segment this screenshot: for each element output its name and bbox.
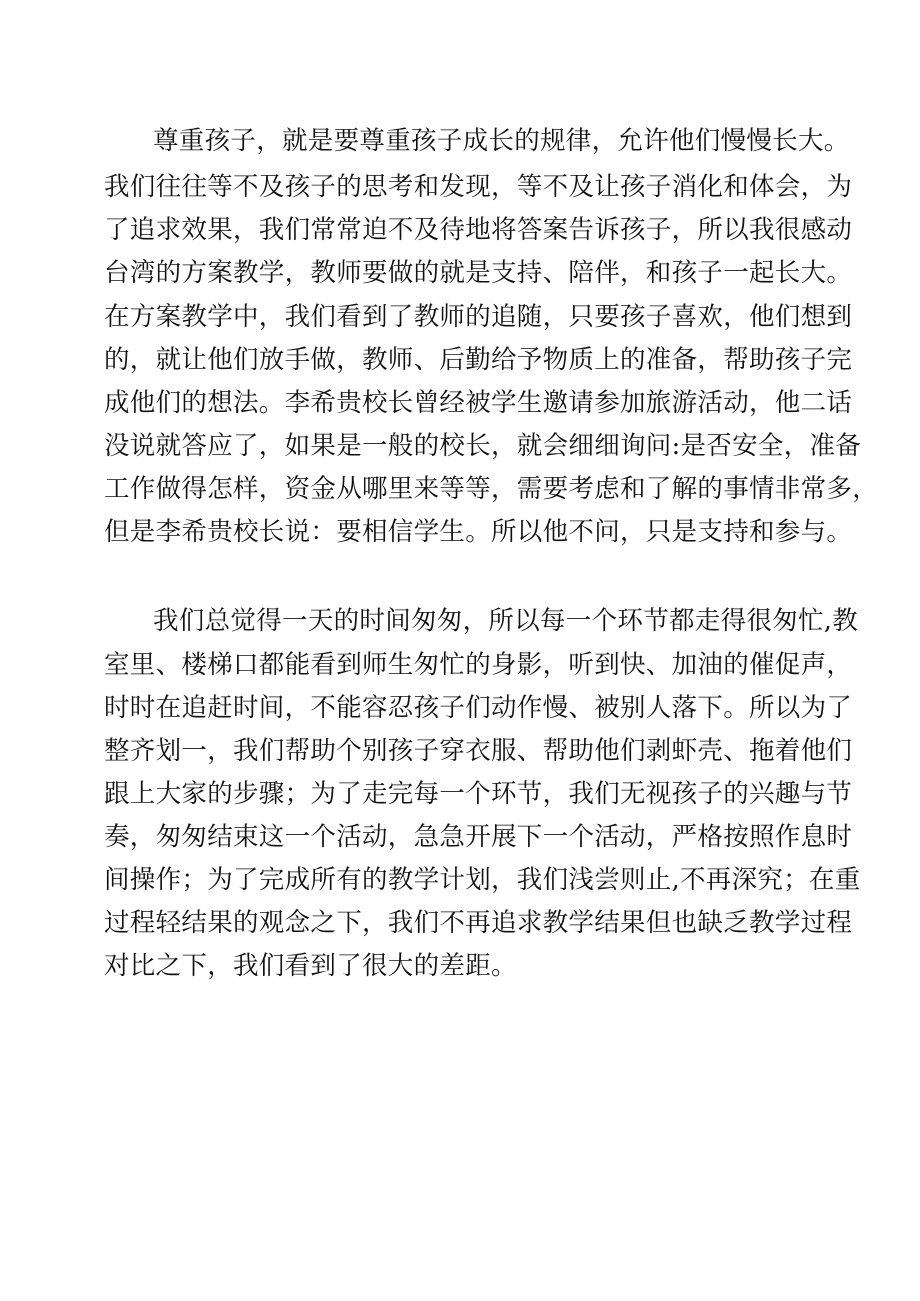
text-line: 我们总觉得一天的时间匆匆，所以每一个环节都走得很匆忙,教 (153, 606, 859, 636)
text-line: 了追求效果，我们常常迫不及待地将答案告诉孩子，所以我很感动 (104, 215, 853, 245)
text-line: 跟上大家的步骤；为了走完每一个环节，我们无视孩子的兴趣与节 (104, 779, 853, 809)
text-line: 我们往往等不及孩子的思考和发现，等不及让孩子消化和体会，为 (104, 172, 853, 202)
text-line: 台湾的方案教学，教师要做的就是支持、陪伴，和孩子一起长大。 (104, 258, 853, 288)
text-line: 在方案教学中，我们看到了教师的追随，只要孩子喜欢，他们想到 (104, 302, 853, 332)
text-line: 没说就答应了，如果是一般的校长，就会细细询问:是否安全，准备 (104, 431, 862, 461)
text-line: 工作做得怎样，资金从哪里来等等，需要考虑和了解的事情非常多， (104, 474, 879, 504)
text-line: 对比之下，我们看到了很大的差距。 (104, 951, 517, 981)
text-line: 成他们的想法。李希贵校长曾经被学生邀请参加旅游活动，他二话 (104, 388, 853, 418)
text-line: 但是李希贵校长说：要相信学生。所以他不问，只是支持和参与。 (104, 517, 853, 547)
text-line: 整齐划一，我们帮助个别孩子穿衣服、帮助他们剥虾壳、拖着他们 (104, 736, 853, 766)
text-line: 过程轻结果的观念之下，我们不再追求教学结果但也缺乏教学过程 (104, 908, 853, 938)
text-line: 的，就让他们放手做，教师、后勤给予物质上的准备，帮助孩子完 (104, 345, 853, 375)
text-line: 尊重孩子，就是要尊重孩子成长的规律，允许他们慢慢长大。 (153, 126, 850, 156)
text-line: 间操作；为了完成所有的教学计划，我们浅尝则止,不再深究；在重 (104, 865, 861, 895)
text-line: 奏，匆匆结束这一个活动，急急开展下一个活动，严格按照作息时 (104, 822, 853, 852)
text-line: 时时在追赶时间，不能容忍孩子们动作慢、被别人落下。所以为了 (104, 693, 853, 723)
text-line: 室里、楼梯口都能看到师生匆忙的身影，听到快、加油的催促声， (104, 650, 853, 680)
